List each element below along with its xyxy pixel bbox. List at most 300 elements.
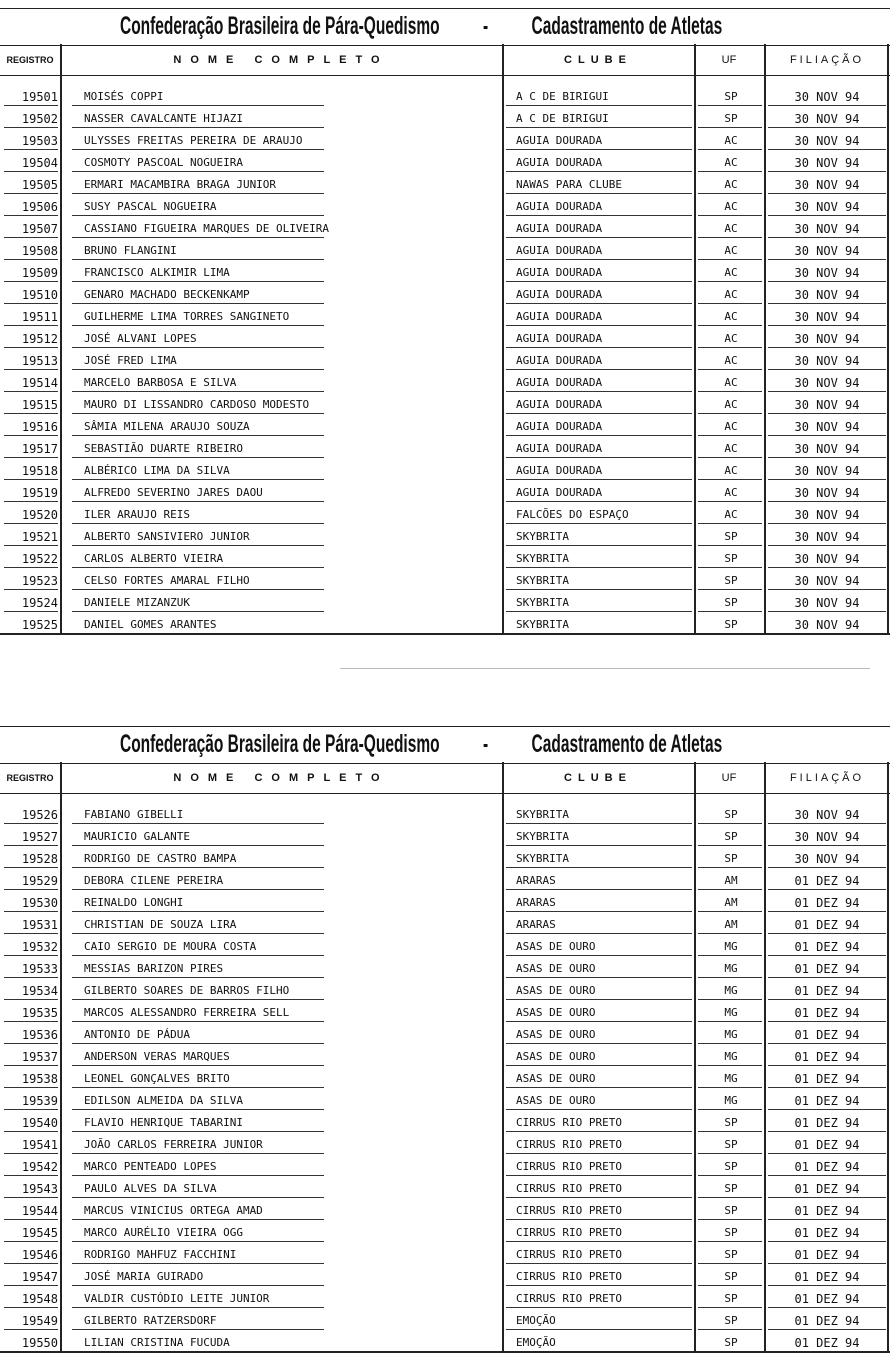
row-underline (506, 933, 692, 934)
cell-uf: SP (724, 808, 738, 821)
row-underline (4, 1153, 58, 1154)
table-row (0, 804, 890, 826)
cell-registro: 19515 (21, 398, 58, 412)
cell-nome: ULYSSES FREITAS PEREIRA DE ARAUJO (84, 134, 303, 147)
row-underline (698, 413, 762, 414)
row-underline (698, 457, 762, 458)
row-underline (768, 149, 886, 150)
cell-nome: VALDIR CUSTÓDIO LEITE JUNIOR (84, 1292, 270, 1305)
cell-registro: 19549 (21, 1314, 58, 1328)
cell-clube: ASAS DE OURO (516, 940, 596, 953)
row-underline (4, 999, 58, 1000)
cell-registro: 19531 (21, 918, 58, 932)
row-underline (72, 999, 324, 1000)
cell-filiacao: 01 DEZ 94 (794, 918, 860, 932)
athlete-rows (0, 794, 890, 1354)
table-row (0, 328, 890, 350)
row-underline (506, 1307, 692, 1308)
row-underline (768, 479, 886, 480)
row-underline (768, 1043, 886, 1044)
cell-clube: AGUIA DOURADA (516, 332, 603, 345)
table-row (0, 1178, 890, 1200)
row-underline (698, 237, 762, 238)
cell-uf: AC (724, 486, 738, 499)
cell-filiacao: 30 NOV 94 (794, 508, 860, 522)
cell-clube: CIRRUS RIO PRETO (516, 1204, 622, 1217)
row-underline (4, 325, 58, 326)
cell-uf: SP (724, 90, 738, 103)
cell-uf: AC (724, 398, 738, 411)
row-underline (698, 889, 762, 890)
row-underline (768, 347, 886, 348)
table-bottom-border (0, 633, 890, 635)
row-underline (506, 391, 692, 392)
row-underline (698, 1219, 762, 1220)
table-row (0, 240, 890, 262)
row-underline (72, 523, 324, 524)
row-underline (72, 347, 324, 348)
cell-filiacao: 01 DEZ 94 (794, 1072, 860, 1086)
cell-clube: NAWAS PARA CLUBE (516, 178, 622, 191)
cell-filiacao: 30 NOV 94 (794, 486, 860, 500)
row-underline (72, 1219, 324, 1220)
cell-uf: SP (724, 530, 738, 543)
table-row (0, 1288, 890, 1310)
cell-uf: SP (724, 552, 738, 565)
cell-uf: SP (724, 1336, 738, 1349)
row-underline (4, 347, 58, 348)
row-underline (698, 1263, 762, 1264)
row-underline (698, 303, 762, 304)
cell-nome: CELSO FORTES AMARAL FILHO (84, 574, 250, 587)
cell-registro: 19503 (21, 134, 58, 148)
cell-clube: ARARAS (516, 918, 556, 931)
row-underline (72, 589, 324, 590)
row-underline (698, 259, 762, 260)
cell-uf: MG (724, 1050, 738, 1063)
row-underline (72, 1285, 324, 1286)
cell-filiacao: 30 NOV 94 (794, 310, 860, 324)
table-row (0, 1068, 890, 1090)
cell-clube: AGUIA DOURADA (516, 222, 603, 235)
cell-nome: FABIANO GIBELLI (84, 808, 184, 821)
row-underline (506, 889, 692, 890)
cell-filiacao: 30 NOV 94 (794, 134, 860, 148)
cell-registro: 19506 (21, 200, 58, 214)
row-underline (506, 105, 692, 106)
row-underline (4, 413, 58, 414)
cell-registro: 19536 (21, 1028, 58, 1042)
row-underline (768, 977, 886, 978)
cell-registro: 19538 (21, 1072, 58, 1086)
row-underline (72, 911, 324, 912)
row-underline (768, 1109, 886, 1110)
cell-filiacao: 01 DEZ 94 (794, 1182, 860, 1196)
row-underline (506, 845, 692, 846)
row-underline (72, 1131, 324, 1132)
cell-nome: EDILSON ALMEIDA DA SILVA (84, 1094, 243, 1107)
table-row (0, 482, 890, 504)
cell-nome: LILIAN CRISTINA FUCUDA (84, 1336, 230, 1349)
cell-registro: 19548 (21, 1292, 58, 1306)
row-underline (698, 977, 762, 978)
table-row (0, 914, 890, 936)
row-underline (506, 369, 692, 370)
header-registro: REGISTRO (6, 55, 54, 65)
row-underline (768, 1263, 886, 1264)
cell-uf: MG (724, 962, 738, 975)
cell-filiacao: 01 DEZ 94 (794, 1314, 860, 1328)
row-underline (768, 1307, 886, 1308)
cell-uf: AC (724, 178, 738, 191)
cell-uf: SP (724, 852, 738, 865)
cell-registro: 19525 (21, 618, 58, 632)
header-registro: REGISTRO (6, 773, 54, 783)
row-underline (72, 457, 324, 458)
cell-nome: MARCO AURÉLIO VIEIRA OGG (84, 1226, 243, 1239)
cell-clube: SKYBRITA (516, 574, 569, 587)
cell-filiacao: 30 NOV 94 (794, 420, 860, 434)
row-underline (698, 1043, 762, 1044)
cell-registro: 19541 (21, 1138, 58, 1152)
cell-uf: AC (724, 376, 738, 389)
cell-clube: AGUIA DOURADA (516, 288, 603, 301)
cell-clube: CIRRUS RIO PRETO (516, 1270, 622, 1283)
cell-clube: AGUIA DOURADA (516, 486, 603, 499)
cell-nome: SÂMIA MILENA ARAUJO SOUZA (84, 420, 250, 433)
row-underline (506, 1131, 692, 1132)
row-underline (4, 501, 58, 502)
table-row (0, 196, 890, 218)
cell-filiacao: 30 NOV 94 (794, 530, 860, 544)
row-underline (506, 523, 692, 524)
row-underline (698, 567, 762, 568)
cell-uf: SP (724, 830, 738, 843)
row-underline (768, 1065, 886, 1066)
row-underline (698, 1021, 762, 1022)
table-row (0, 108, 890, 130)
cell-uf: AC (724, 332, 738, 345)
row-underline (506, 479, 692, 480)
cell-filiacao: 30 NOV 94 (794, 200, 860, 214)
row-underline (4, 237, 58, 238)
row-underline (768, 1087, 886, 1088)
cell-nome: ANTONIO DE PÁDUA (84, 1028, 190, 1041)
cell-clube: EMOÇÃO (516, 1336, 556, 1349)
row-underline (506, 977, 692, 978)
cell-filiacao: 30 NOV 94 (794, 178, 860, 192)
row-underline (506, 1175, 692, 1176)
cell-nome: BRUNO FLANGINI (84, 244, 177, 257)
cell-clube: A C DE BIRIGUI (516, 90, 609, 103)
table-row (0, 870, 890, 892)
cell-uf: AC (724, 442, 738, 455)
row-underline (698, 911, 762, 912)
row-underline (506, 545, 692, 546)
header-clube: CLUBE (564, 54, 632, 66)
cell-filiacao: 30 NOV 94 (794, 332, 860, 346)
cell-clube: A C DE BIRIGUI (516, 112, 609, 125)
table-row (0, 306, 890, 328)
row-underline (506, 435, 692, 436)
row-underline (698, 193, 762, 194)
cell-registro: 19539 (21, 1094, 58, 1108)
row-underline (4, 823, 58, 824)
row-underline (72, 237, 324, 238)
row-underline (768, 823, 886, 824)
cell-uf: AM (724, 918, 738, 931)
row-underline (506, 259, 692, 260)
row-underline (4, 435, 58, 436)
cell-uf: SP (724, 1248, 738, 1261)
row-underline (72, 105, 324, 106)
cell-nome: MOISÉS COPPI (84, 90, 164, 103)
cell-nome: MARCO PENTEADO LOPES (84, 1160, 217, 1173)
cell-clube: ASAS DE OURO (516, 962, 596, 975)
row-underline (768, 457, 886, 458)
row-underline (506, 1087, 692, 1088)
row-underline (72, 977, 324, 978)
cell-registro: 19527 (21, 830, 58, 844)
row-underline (4, 127, 58, 128)
cell-registro: 19520 (21, 508, 58, 522)
cell-filiacao: 01 DEZ 94 (794, 940, 860, 954)
row-underline (768, 435, 886, 436)
cell-uf: SP (724, 1160, 738, 1173)
cell-nome: CARLOS ALBERTO VIEIRA (84, 552, 224, 565)
row-underline (698, 325, 762, 326)
sheet-title (0, 726, 890, 763)
cell-registro: 19537 (21, 1050, 58, 1064)
header-clube: CLUBE (564, 772, 632, 784)
row-underline (4, 1329, 58, 1330)
cell-uf: SP (724, 574, 738, 587)
row-underline (72, 1263, 324, 1264)
row-underline (506, 193, 692, 194)
cell-uf: AC (724, 464, 738, 477)
table-row (0, 284, 890, 306)
cell-nome: SEBASTIÃO DUARTE RIBEIRO (84, 442, 243, 455)
row-underline (4, 303, 58, 304)
row-underline (768, 1153, 886, 1154)
header-filiacao: FILIAÇÃO (789, 772, 865, 784)
table-row (0, 504, 890, 526)
row-underline (4, 545, 58, 546)
cell-filiacao: 01 DEZ 94 (794, 1138, 860, 1152)
row-underline (698, 1307, 762, 1308)
cell-clube: ARARAS (516, 874, 556, 887)
title-organization: Confederação Brasileira de Pára-Quedismo (120, 730, 440, 758)
column-header-row (0, 45, 890, 76)
cell-registro: 19522 (21, 552, 58, 566)
cell-uf: SP (724, 596, 738, 609)
cell-clube: CIRRUS RIO PRETO (516, 1182, 622, 1195)
row-underline (72, 391, 324, 392)
row-underline (768, 127, 886, 128)
page-divider (340, 668, 870, 669)
cell-clube: AGUIA DOURADA (516, 244, 603, 257)
row-underline (698, 1087, 762, 1088)
cell-uf: MG (724, 940, 738, 953)
row-underline (4, 977, 58, 978)
cell-uf: SP (724, 618, 738, 631)
row-underline (506, 1043, 692, 1044)
cell-registro: 19508 (21, 244, 58, 258)
cell-clube: FALCÕES DO ESPAÇO (516, 508, 629, 521)
table-row (0, 130, 890, 152)
cell-clube: SKYBRITA (516, 852, 569, 865)
cell-uf: SP (724, 1292, 738, 1305)
row-underline (698, 347, 762, 348)
cell-nome: SUSY PASCAL NOGUEIRA (84, 200, 217, 213)
cell-registro: 19550 (21, 1336, 58, 1350)
row-underline (506, 611, 692, 612)
cell-clube: AGUIA DOURADA (516, 156, 603, 169)
table-row (0, 826, 890, 848)
title-separator: - (482, 730, 489, 758)
row-underline (506, 237, 692, 238)
cell-registro: 19517 (21, 442, 58, 456)
cell-filiacao: 30 NOV 94 (794, 222, 860, 236)
cell-clube: SKYBRITA (516, 830, 569, 843)
cell-registro: 19511 (21, 310, 58, 324)
row-underline (4, 523, 58, 524)
cell-filiacao: 30 NOV 94 (794, 852, 860, 866)
table-row (0, 416, 890, 438)
cell-registro: 19545 (21, 1226, 58, 1240)
cell-nome: FLAVIO HENRIQUE TABARINI (84, 1116, 243, 1129)
sheet-title (0, 8, 890, 45)
cell-clube: SKYBRITA (516, 596, 569, 609)
cell-uf: SP (724, 1204, 738, 1217)
cell-uf: MG (724, 1094, 738, 1107)
row-underline (768, 1329, 886, 1330)
cell-registro: 19533 (21, 962, 58, 976)
header-uf: UF (721, 772, 737, 784)
row-underline (4, 889, 58, 890)
row-underline (4, 1131, 58, 1132)
cell-registro: 19510 (21, 288, 58, 302)
cell-clube: CIRRUS RIO PRETO (516, 1116, 622, 1129)
row-underline (4, 281, 58, 282)
row-underline (4, 149, 58, 150)
row-underline (506, 303, 692, 304)
row-underline (506, 867, 692, 868)
row-underline (768, 1175, 886, 1176)
row-underline (72, 1043, 324, 1044)
row-underline (4, 867, 58, 868)
cell-clube: ASAS DE OURO (516, 1072, 596, 1085)
cell-nome: MARCELO BARBOSA E SILVA (84, 376, 237, 389)
cell-clube: CIRRUS RIO PRETO (516, 1248, 622, 1261)
row-underline (4, 845, 58, 846)
row-underline (698, 1329, 762, 1330)
cell-nome: GENARO MACHADO BECKENKAMP (84, 288, 250, 301)
cell-registro: 19540 (21, 1116, 58, 1130)
row-underline (72, 1307, 324, 1308)
cell-registro: 19501 (21, 90, 58, 104)
row-underline (506, 281, 692, 282)
row-underline (698, 1285, 762, 1286)
row-underline (72, 325, 324, 326)
row-underline (72, 501, 324, 502)
athlete-sheet-1 (0, 8, 890, 636)
cell-nome: ANDERSON VERAS MARQUES (84, 1050, 230, 1063)
cell-filiacao: 30 NOV 94 (794, 398, 860, 412)
table-row (0, 1112, 890, 1134)
cell-clube: ASAS DE OURO (516, 984, 596, 997)
cell-uf: SP (724, 1138, 738, 1151)
row-underline (506, 1263, 692, 1264)
row-underline (768, 889, 886, 890)
cell-nome: JOSÉ FRED LIMA (84, 354, 177, 367)
cell-filiacao: 01 DEZ 94 (794, 1292, 860, 1306)
cell-uf: MG (724, 1072, 738, 1085)
row-underline (698, 867, 762, 868)
row-underline (506, 823, 692, 824)
row-underline (768, 955, 886, 956)
row-underline (72, 955, 324, 956)
table-row (0, 1266, 890, 1288)
cell-uf: AC (724, 288, 738, 301)
row-underline (768, 1285, 886, 1286)
row-underline (506, 911, 692, 912)
row-underline (698, 369, 762, 370)
cell-uf: SP (724, 112, 738, 125)
cell-nome: RODRIGO MAHFUZ FACCHINI (84, 1248, 237, 1261)
row-underline (698, 955, 762, 956)
row-underline (72, 1109, 324, 1110)
header-uf: UF (721, 54, 737, 66)
row-underline (72, 171, 324, 172)
row-underline (506, 1153, 692, 1154)
row-underline (698, 845, 762, 846)
cell-uf: AM (724, 874, 738, 887)
cell-uf: AC (724, 134, 738, 147)
cell-filiacao: 30 NOV 94 (794, 808, 860, 822)
row-underline (72, 369, 324, 370)
row-underline (768, 215, 886, 216)
table-row (0, 1310, 890, 1332)
row-underline (506, 149, 692, 150)
cell-clube: AGUIA DOURADA (516, 420, 603, 433)
cell-filiacao: 01 DEZ 94 (794, 1336, 860, 1350)
row-underline (768, 237, 886, 238)
table-row (0, 570, 890, 592)
row-underline (4, 1021, 58, 1022)
cell-filiacao: 30 NOV 94 (794, 596, 860, 610)
cell-clube: ASAS DE OURO (516, 1050, 596, 1063)
row-underline (506, 127, 692, 128)
cell-clube: ASAS DE OURO (516, 1006, 596, 1019)
cell-clube: CIRRUS RIO PRETO (516, 1292, 622, 1305)
cell-registro: 19507 (21, 222, 58, 236)
cell-uf: SP (724, 1116, 738, 1129)
row-underline (72, 193, 324, 194)
row-underline (768, 867, 886, 868)
cell-clube: AGUIA DOURADA (516, 464, 603, 477)
row-underline (506, 413, 692, 414)
row-underline (506, 1021, 692, 1022)
row-underline (72, 1087, 324, 1088)
row-underline (72, 823, 324, 824)
row-underline (698, 1175, 762, 1176)
table-row (0, 174, 890, 196)
cell-registro: 19529 (21, 874, 58, 888)
cell-uf: AC (724, 222, 738, 235)
cell-clube: SKYBRITA (516, 618, 569, 631)
cell-filiacao: 01 DEZ 94 (794, 1028, 860, 1042)
